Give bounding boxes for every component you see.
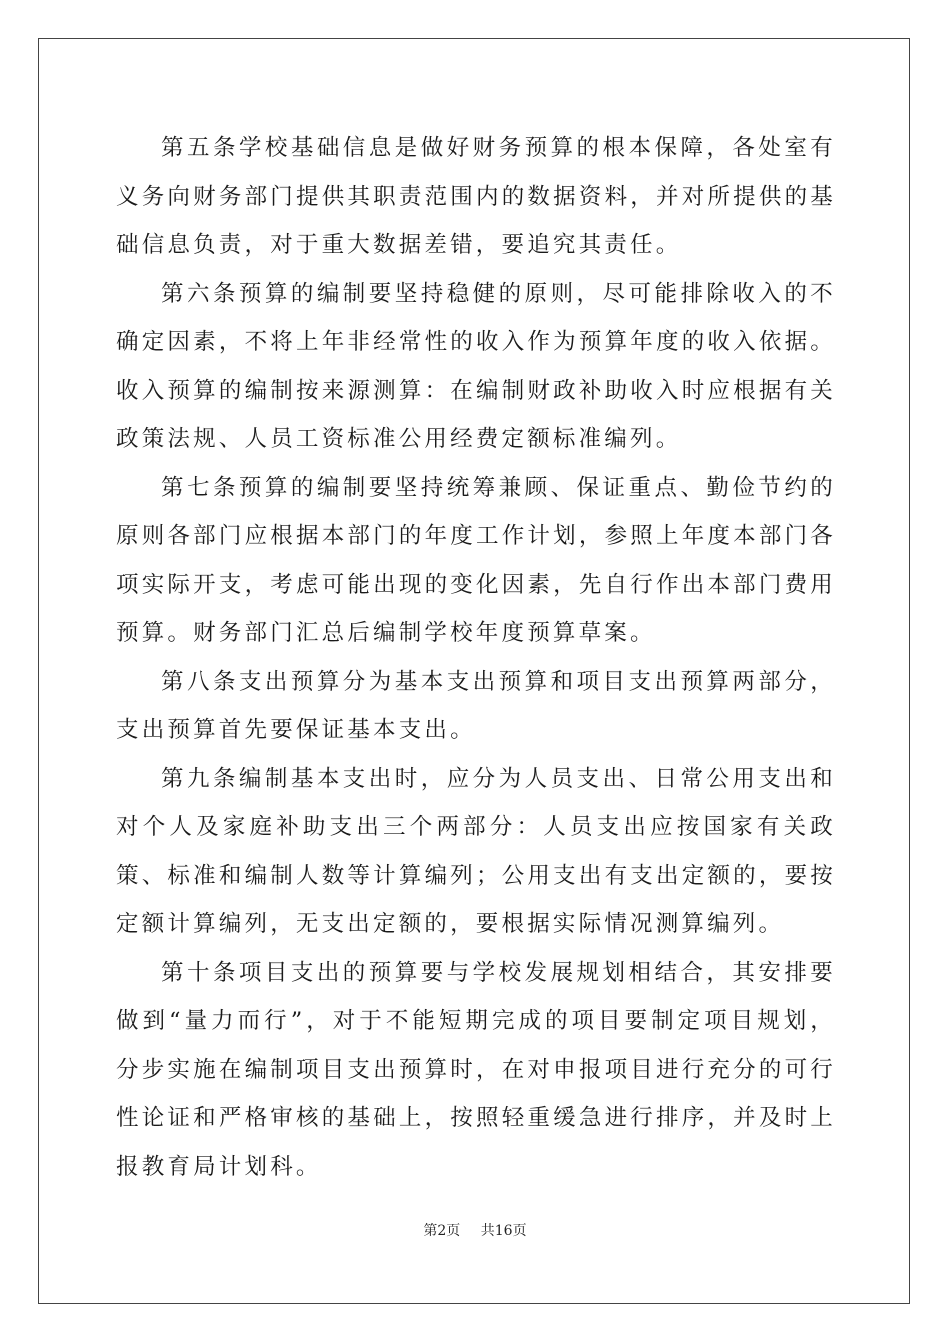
page-number: 第2页 [423,1223,461,1239]
page-total: 共16页 [480,1223,527,1239]
document-body [116,124,836,1191]
article-6-paragraph: 第六条预算的编制要坚持稳健的原则，尽可能排除收入的不确定因素，不将上年非经常性的收入作为预算年度的收入依据。收入预算的编制按来源测算：在编制财政补助收入时应根据有关政策法规、人员工资标准公用经费定额标准编列。 [116,280,836,452]
article-10-paragraph: 第十条项目支出的预算要与学校发展规划相结合，其安排要做到“量力而行”，对于不能短期完成的项目要制定项目规划，分步实施在编制项目支出预算时，在对申报项目进行充分的可行性论证和严格审核的基础上，按照轻重缓急进行排序，并及时上报教育局计划科。 [116,959,836,1180]
article-7-paragraph: 第七条预算的编制要坚持统筹兼顾、保证重点、勤俭节约的原则各部门应根据本部门的年度工作计划，参照上年度本部门各项实际开支，考虑可能出现的变化因素，先自行作出本部门费用预算。财务部门汇总后编制学校年度预算草案。 [116,474,836,646]
page-footer [0,1220,950,1240]
article-8-paragraph: 第八条支出预算分为基本支出预算和项目支出预算两部分，支出预算首先要保证基本支出。 [116,668,836,743]
article-9-paragraph: 第九条编制基本支出时，应分为人员支出、日常公用支出和对个人及家庭补助支出三个两部分：人员支出应按国家有关政策、标准和编制人数等计算编列；公用支出有支出定额的，要按定额计算编列，无支出定额的，要根据实际情况测算编列。 [116,765,836,937]
article-5-paragraph: 第五条学校基础信息是做好财务预算的根本保障，各处室有义务向财务部门提供其职责范围内的数据资料，并对所提供的基础信息负责，对于重大数据差错，要追究其责任。 [116,135,836,258]
